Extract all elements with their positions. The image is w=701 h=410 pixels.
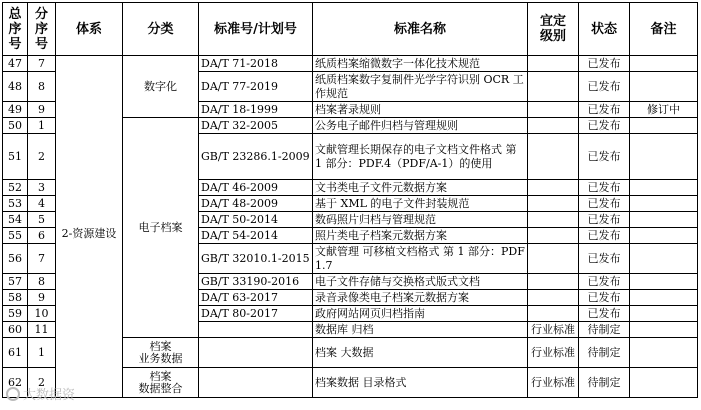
- cell-note: [630, 118, 698, 134]
- cell-level: 行业标准: [528, 322, 579, 338]
- cell-note: [630, 368, 698, 398]
- cell-status: 待制定: [579, 368, 630, 398]
- cell-sub: 5: [28, 212, 56, 228]
- cell-status: 已发布: [579, 134, 630, 180]
- cell-level: [528, 102, 579, 118]
- cell-total: 55: [3, 228, 28, 244]
- cell-sub: 11: [28, 322, 56, 338]
- cell-status: 已发布: [579, 102, 630, 118]
- cell-level: 行业标准: [528, 338, 579, 368]
- cell-sub: 8: [28, 274, 56, 290]
- cell-note: [630, 196, 698, 212]
- header-status: 状态: [579, 3, 630, 56]
- cell-total: 49: [3, 102, 28, 118]
- header-sub-no: 分 序 号: [28, 3, 56, 56]
- cell-category-electronic: 电子档案: [123, 118, 199, 338]
- standards-table: [2, 2, 698, 398]
- header-row: [3, 3, 698, 56]
- header-std-no: 标准号/计划号: [199, 3, 313, 56]
- cell-std-name: 纸质档案数字复制件光学字符识别 OCR 工作规范: [313, 72, 528, 102]
- cell-std-name: 文书类电子文件元数据方案: [313, 180, 528, 196]
- cell-status: 已发布: [579, 306, 630, 322]
- header-level: 宜定 级别: [528, 3, 579, 56]
- cell-status: 已发布: [579, 290, 630, 306]
- cell-status: 已发布: [579, 180, 630, 196]
- cell-total: 62: [3, 368, 28, 398]
- cell-std-no: DA/T 46-2009: [199, 180, 313, 196]
- cell-note: [630, 322, 698, 338]
- cell-sub: 6: [28, 228, 56, 244]
- table-row: [3, 56, 698, 72]
- header-note: 备注: [630, 3, 698, 56]
- cell-note: [630, 56, 698, 72]
- cell-total: 61: [3, 338, 28, 368]
- cell-status: 待制定: [579, 322, 630, 338]
- cell-total: 50: [3, 118, 28, 134]
- cell-std-no: GB/T 32010.1-2015: [199, 244, 313, 274]
- cell-std-name: 档案著录规则: [313, 102, 528, 118]
- cell-level: [528, 134, 579, 180]
- cell-std-name: 纸质档案缩微数字一体化技术规范: [313, 56, 528, 72]
- header-std-name: 标准名称: [313, 3, 528, 56]
- header-category: 分类: [123, 3, 199, 56]
- cell-total: 54: [3, 212, 28, 228]
- cell-std-no: GB/T 23286.1-2009: [199, 134, 313, 180]
- cell-std-name: 档案 大数据: [313, 338, 528, 368]
- cell-level: [528, 118, 579, 134]
- cell-std-no: DA/T 54-2014: [199, 228, 313, 244]
- cell-status: 已发布: [579, 118, 630, 134]
- cell-sub: 10: [28, 306, 56, 322]
- cell-std-name: 数据库 归档: [313, 322, 528, 338]
- watermark-text: 大数据资: [23, 388, 76, 403]
- cell-category-integrate: 档案 数据整合: [123, 368, 199, 398]
- cell-category-digital: 数字化: [123, 56, 199, 118]
- cell-total: 57: [3, 274, 28, 290]
- cell-sub: 7: [28, 244, 56, 274]
- cell-level: [528, 196, 579, 212]
- cell-std-no: GB/T 33190-2016: [199, 274, 313, 290]
- cell-note: [630, 134, 698, 180]
- cell-status: 已发布: [579, 244, 630, 274]
- cell-total: 48: [3, 72, 28, 102]
- watermark: [6, 384, 75, 403]
- cell-note: [630, 228, 698, 244]
- cell-status: 已发布: [579, 274, 630, 290]
- cell-total: 53: [3, 196, 28, 212]
- cell-level: [528, 274, 579, 290]
- cell-sub: 4: [28, 196, 56, 212]
- cell-status: 已发布: [579, 228, 630, 244]
- cell-note: [630, 274, 698, 290]
- cell-sub: 9: [28, 290, 56, 306]
- cell-sub: 7: [28, 56, 56, 72]
- cell-sub: 3: [28, 180, 56, 196]
- cell-note: [630, 212, 698, 228]
- cell-note: [630, 290, 698, 306]
- cell-sub: 1: [28, 118, 56, 134]
- cell-std-no: DA/T 71-2018: [199, 56, 313, 72]
- header-system: 体系: [56, 3, 123, 56]
- cell-std-no: DA/T 77-2019: [199, 72, 313, 102]
- cell-sub: 2: [28, 368, 56, 398]
- cell-std-no: [199, 322, 313, 338]
- cell-status: 已发布: [579, 212, 630, 228]
- cell-std-name: 电子文件存储与交换格式版式文档: [313, 274, 528, 290]
- cell-note: 修订中: [630, 102, 698, 118]
- cell-std-name: 政府网站网页归档指南: [313, 306, 528, 322]
- cell-total: 59: [3, 306, 28, 322]
- cell-total: 51: [3, 134, 28, 180]
- cell-std-name: 档案数据 目录格式: [313, 368, 528, 398]
- cell-status: 已发布: [579, 56, 630, 72]
- cell-total: 56: [3, 244, 28, 274]
- cell-sub: 2: [28, 134, 56, 180]
- cell-std-name: 文献管理 可移植文档格式 第 1 部分：PDF 1.7: [313, 244, 528, 274]
- cell-system: [56, 56, 123, 72]
- cell-std-name: 照片类电子档案元数据方案: [313, 228, 528, 244]
- cell-std-name: 数码照片归档与管理规范: [313, 212, 528, 228]
- cell-level: [528, 228, 579, 244]
- cell-total: 47: [3, 56, 28, 72]
- cell-level: [528, 180, 579, 196]
- cell-level: [528, 72, 579, 102]
- cell-level: [528, 212, 579, 228]
- watermark-logo-icon: [6, 387, 20, 401]
- cell-std-no: DA/T 50-2014: [199, 212, 313, 228]
- cell-note: [630, 180, 698, 196]
- cell-sub: 8: [28, 72, 56, 102]
- cell-system-resource: 2-资源建设: [56, 72, 123, 398]
- cell-std-name: 录音录像类电子档案元数据方案: [313, 290, 528, 306]
- cell-note: [630, 306, 698, 322]
- cell-std-name: 基于 XML 的电子文件封装规范: [313, 196, 528, 212]
- cell-total: 52: [3, 180, 28, 196]
- cell-std-no: [199, 338, 313, 368]
- cell-total: 60: [3, 322, 28, 338]
- table-row: [3, 72, 698, 102]
- cell-std-name: 公务电子邮件归档与管理规则: [313, 118, 528, 134]
- cell-level: [528, 290, 579, 306]
- cell-status: 待制定: [579, 338, 630, 368]
- cell-status: 已发布: [579, 72, 630, 102]
- cell-std-no: [199, 368, 313, 398]
- cell-std-no: DA/T 32-2005: [199, 118, 313, 134]
- cell-note: [630, 338, 698, 368]
- cell-sub: 9: [28, 102, 56, 118]
- cell-total: 58: [3, 290, 28, 306]
- cell-std-no: DA/T 80-2017: [199, 306, 313, 322]
- cell-std-name: 文献管理长期保存的电子文档文件格式 第 1 部分：PDF.4（PDF/A-1）的使用: [313, 134, 528, 180]
- cell-note: [630, 244, 698, 274]
- cell-level: [528, 306, 579, 322]
- cell-level: [528, 244, 579, 274]
- cell-std-no: DA/T 63-2017: [199, 290, 313, 306]
- header-total-no: 总 序 号: [3, 3, 28, 56]
- cell-sub: 1: [28, 338, 56, 368]
- cell-level: [528, 56, 579, 72]
- cell-std-no: DA/T 48-2009: [199, 196, 313, 212]
- cell-category-business: 档案 业务数据: [123, 338, 199, 368]
- cell-note: [630, 72, 698, 102]
- cell-std-no: DA/T 18-1999: [199, 102, 313, 118]
- cell-status: 已发布: [579, 196, 630, 212]
- cell-level: 行业标准: [528, 368, 579, 398]
